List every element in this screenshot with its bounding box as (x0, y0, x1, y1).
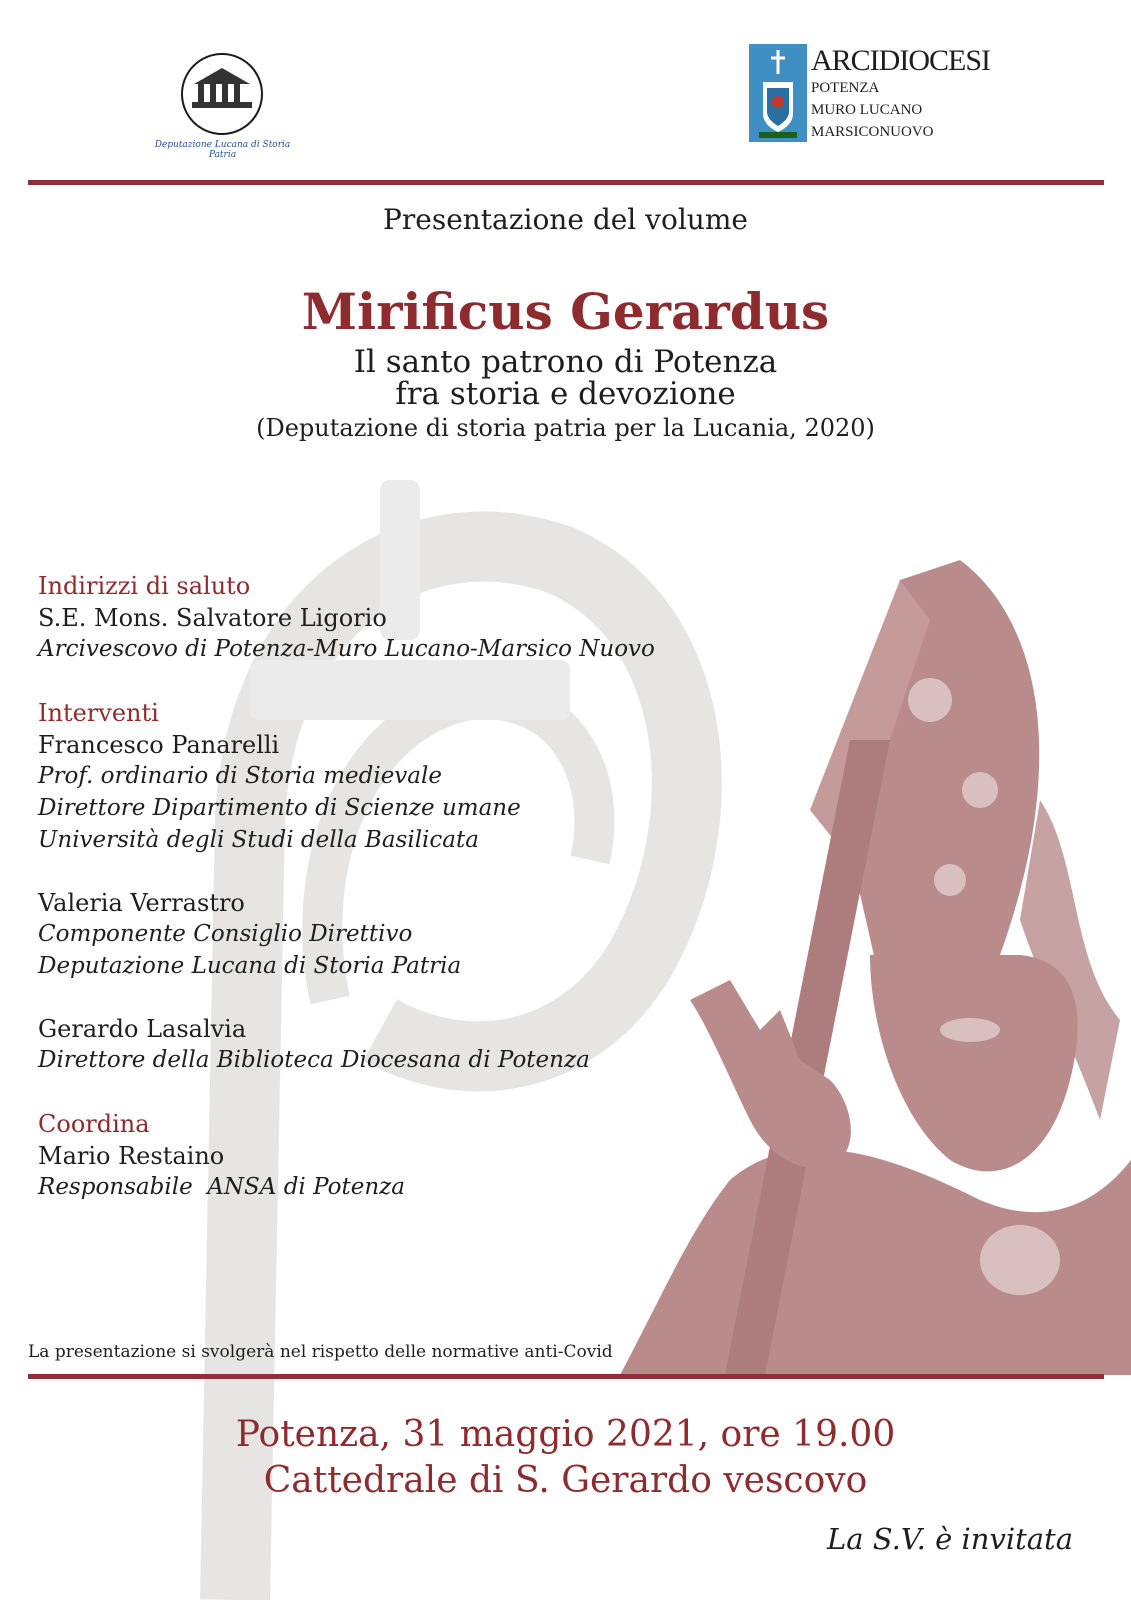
speaker-3-name: Gerardo Lasalvia (38, 1015, 247, 1043)
deputazione-ring-text: Deputazione Lucana di Storia Patria (154, 140, 291, 160)
speaker-2-role-2: Deputazione Lucana di Storia Patria (38, 953, 462, 979)
speaker-1-name: Francesco Panarelli (38, 731, 280, 759)
section-saluto: Indirizzi di saluto (38, 572, 251, 600)
speaker-3-role-1: Direttore della Biblioteca Diocesana di Potenza (38, 1047, 590, 1073)
event-place: Cattedrale di S. Gerardo vescovo (263, 1460, 868, 1501)
invite-text: La S.V. è invitata (826, 1522, 1073, 1556)
coordina-role: Responsabile ANSA di Potenza (38, 1174, 405, 1200)
top-rule (28, 180, 1104, 185)
covid-note: La presentazione si svolgerà nel rispetto delle normative anti-Covid (28, 1342, 613, 1362)
bottom-rule (28, 1374, 1104, 1379)
section-coordina: Coordina (38, 1110, 150, 1138)
arcidiocesi-line-2: MURO LUCANO (811, 102, 923, 118)
arcidiocesi-line-1: POTENZA (811, 80, 880, 96)
arcidiocesi-line-3: MARSICONUOVO (811, 124, 934, 140)
intro-text: Presentazione del volume (383, 203, 748, 236)
speaker-2-name: Valeria Verrastro (38, 889, 245, 917)
saint-gerardo-illustration (600, 560, 1131, 1375)
speaker-1-role-1: Prof. ordinario di Storia medievale (38, 763, 442, 789)
event-date: Potenza, 31 maggio 2021, ore 19.00 (235, 1414, 896, 1455)
saluto-role: Arcivescovo di Potenza-Muro Lucano-Marsico Nuovo (38, 636, 655, 662)
speaker-1-role-3: Università degli Studi della Basilicata (38, 827, 479, 853)
arcidiocesi-coat-of-arms-icon (749, 44, 807, 142)
coordina-name: Mario Restaino (38, 1142, 225, 1170)
speaker-2-role-1: Componente Consiglio Direttivo (38, 921, 413, 947)
deputazione-logo (154, 32, 291, 160)
section-interventi: Interventi (38, 699, 159, 727)
book-subtitle-2: fra storia e devozione (395, 376, 736, 412)
book-subtitle-1: Il santo patrono di Potenza (353, 344, 778, 380)
book-publisher: (Deputazione di storia patria per la Lucania, 2020) (256, 414, 875, 442)
book-title: Mirificus Gerardus (301, 282, 830, 341)
arcidiocesi-title: ARCIDIOCESI (811, 44, 991, 77)
speaker-1-role-2: Direttore Dipartimento di Scienze umane (38, 795, 521, 821)
saluto-name: S.E. Mons. Salvatore Ligorio (38, 604, 387, 632)
